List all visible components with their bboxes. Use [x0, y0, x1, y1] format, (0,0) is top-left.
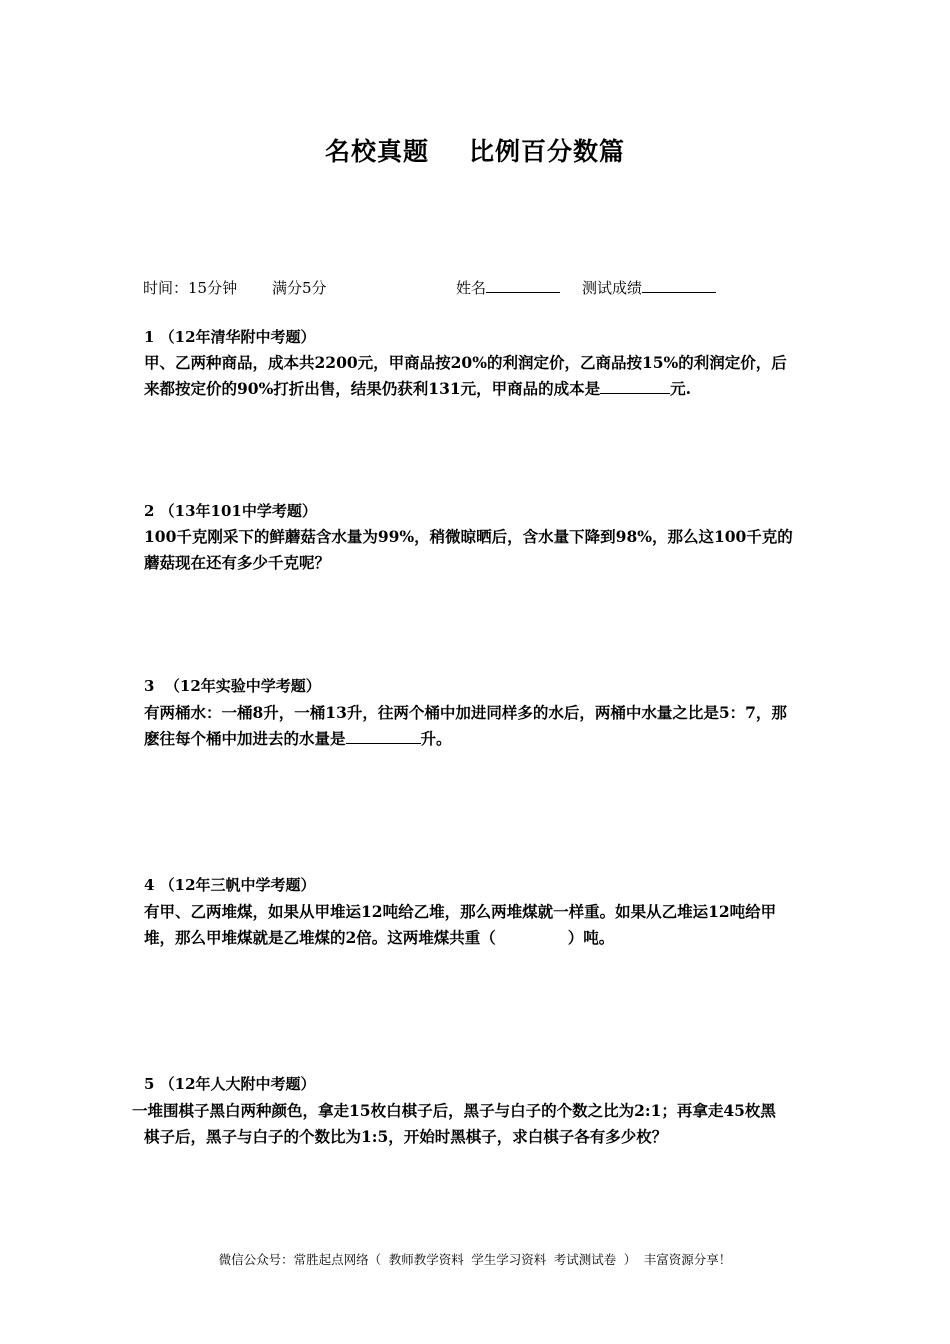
question-2-heading: 2 （13年101中学考题） [144, 502, 317, 520]
question-1-line-2 [144, 377, 691, 399]
time-info: 时间：15分钟 [143, 279, 238, 297]
footer-note: 微信公众号：常胜起点网络（ 教师教学资料 学生学习资料 考试测试卷 ） 丰富资源分享！ [218, 1252, 732, 1267]
question-4-line-2 [144, 926, 614, 948]
question-2-line-2: 蘑菇现在还有多少千克呢？ [144, 553, 331, 572]
result-label: 测试成绩 [582, 279, 643, 297]
page-title [0, 132, 950, 168]
question-3-line-2-text: 麽往每个桶中加进去的水量是 [144, 729, 346, 748]
question-1-line-1: 甲、乙两种商品，成本共2200元，甲商品按20%的利润定价，乙商品按15%的利润定价，后 [144, 353, 787, 372]
question-5-heading: 5 （12年人大附中考题） [144, 1075, 316, 1093]
score-info: 满分5分 [272, 279, 327, 297]
question-4-line-2-unit: ）吨。 [567, 928, 615, 947]
question-3-line-1: 有两桶水：一桶8升，一桶13升，往两个桶中加进同样多的水后，两桶中水量之比是5：7，那 [144, 703, 787, 722]
result-field[interactable] [582, 277, 716, 298]
title-part2: 比例百分数篇 [469, 137, 626, 166]
question-3-heading: 3 （12年实验中学考题） [144, 677, 321, 695]
question-2-line-1: 100千克刚采下的鲜蘑菇含水量为99%，稍微晾晒后，含水量下降到98%，那么这100千克的 [144, 527, 793, 546]
name-field[interactable] [456, 277, 560, 298]
question-3-line-2 [144, 727, 452, 749]
question-4-line-2-text: 堆，那么甲堆煤就是乙堆煤的2倍。这两堆煤共重（ [144, 928, 496, 947]
answer-blank-1[interactable] [600, 380, 670, 394]
question-4-line-1: 有甲、乙两堆煤，如果从甲堆运12吨给乙堆，那么两堆煤就一样重。如果从乙堆运12吨给甲 [144, 902, 777, 921]
question-5-line-2: 棋子后，黑子与白子的个数比为1:5，开始时黑棋子，求白棋子各有多少枚？ [144, 1127, 668, 1146]
answer-blank-3[interactable] [346, 730, 421, 744]
question-5-line-1: 一堆围棋子黑白两种颜色，拿走15枚白棋子后，黑子与白子的个数之比为2:1；再拿走45枚黑 [132, 1101, 776, 1120]
question-1-line-2-text: 来都按定价的90%打折出售，结果仍获利131元，甲商品的成本是 [144, 379, 601, 398]
name-label: 姓名 [456, 279, 487, 297]
question-1-line-2-unit: 元. [670, 379, 692, 398]
title-part1: 名校真题 [324, 137, 429, 166]
question-1-heading: 1 （12年清华附中考题） [144, 328, 316, 346]
question-3-line-2-unit: 升。 [420, 729, 452, 748]
question-4-heading: 4 （12年三帆中学考题） [144, 876, 316, 894]
